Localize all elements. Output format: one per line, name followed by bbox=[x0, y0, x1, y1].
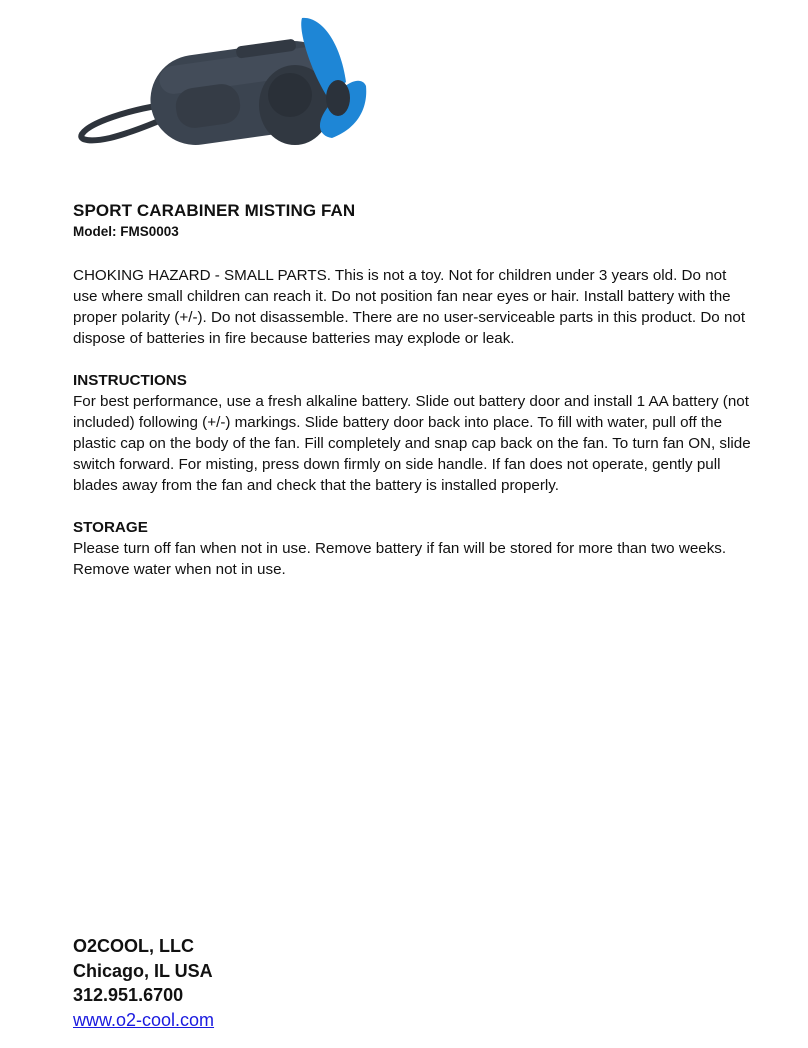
document-content bbox=[73, 200, 753, 580]
storage-heading: STORAGE bbox=[73, 519, 148, 536]
product-image bbox=[70, 10, 370, 150]
model-number: Model: FMS0003 bbox=[73, 224, 179, 239]
company-website-link[interactable]: www.o2-cool.com bbox=[73, 1009, 215, 1030]
storage-paragraph: Please turn off fan when not in use. Remove battery if fan will be stored for more than two weeks. Remove water when not in use. bbox=[73, 540, 727, 578]
company-footer bbox=[73, 934, 473, 1032]
company-name: O2COOL, LLC bbox=[73, 936, 194, 956]
warning-paragraph: CHOKING HAZARD - SMALL PARTS. This is not a toy. Not for children under 3 years old. Do not use where small children can reach it. Do not position fan near eyes or hair. Install battery with the proper polarity (+/-). Do not disassemble. There are no user-serviceable parts in this product. Do not dispose of batteries in fire because batteries may explode or leak. bbox=[73, 267, 746, 347]
company-city: Chicago, IL USA bbox=[73, 960, 213, 981]
company-phone: 312.951.6700 bbox=[73, 985, 184, 1005]
instructions-heading: INSTRUCTIONS bbox=[73, 372, 187, 389]
misting-fan-illustration bbox=[70, 10, 370, 150]
document-title: SPORT CARABINER MISTING FAN bbox=[73, 201, 356, 220]
instructions-paragraph: For best performance, use a fresh alkaline battery. Slide out battery door and install 1 AA battery (not included) following (+/-) markings. Slide battery door back into place. To fill with water, pull off the plastic cap on the body of the fan. Fill completely and snap cap back on the fan. To turn fan ON, slide switch forward. For misting, press down firmly on side handle. If fan does not operate, gently pull blades away from the fan and check that the battery is installed properly. bbox=[73, 393, 751, 494]
